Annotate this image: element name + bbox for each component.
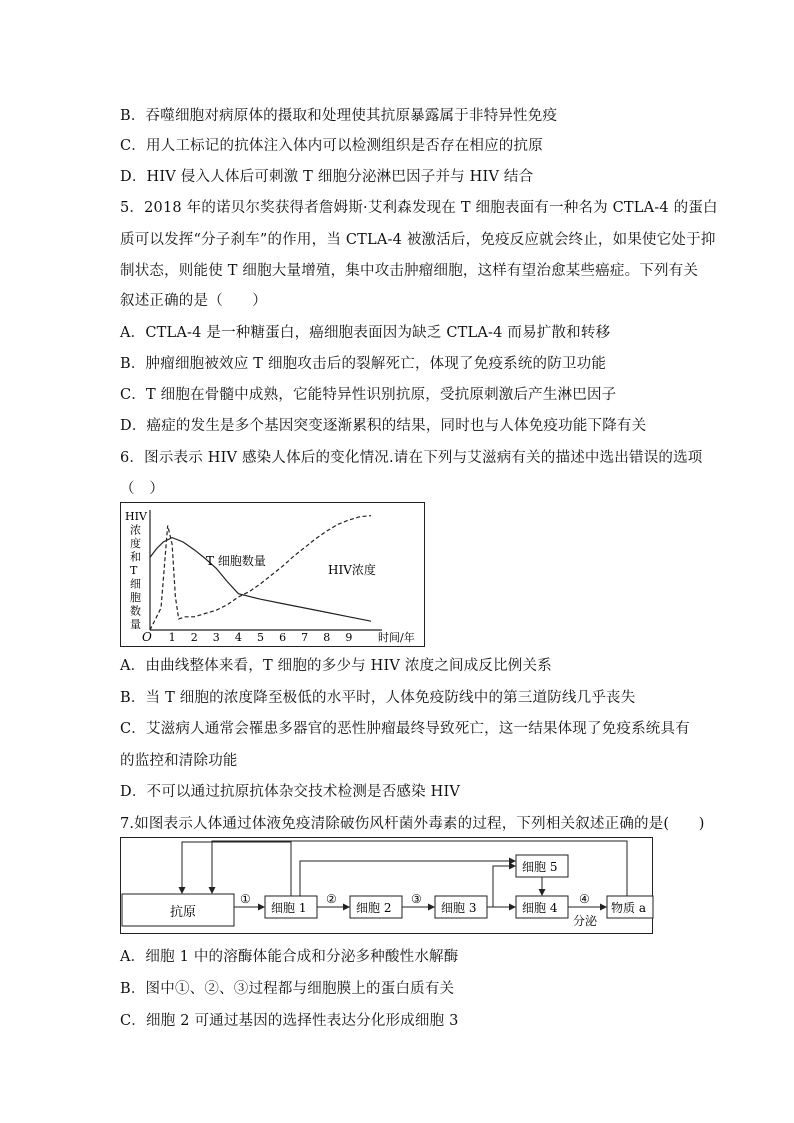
- cell-3-label: 细胞 3: [441, 901, 477, 915]
- q6-option-a: A．由曲线整体来看，T 细胞的多少与 HIV 浓度之间成反比例关系: [120, 658, 552, 674]
- x-tick-label: 1: [168, 631, 176, 644]
- step-2-label: ②: [326, 892, 337, 906]
- cell-4-label: 细胞 4: [522, 901, 558, 915]
- y-label-char: 度: [130, 537, 141, 550]
- step-1-label: ①: [240, 892, 251, 906]
- x-tick-label: 2: [190, 631, 198, 644]
- q4-option-b: B．吞噬细胞对病原体的摄取和处理使其抗原暴露属于非特异性免疫: [120, 108, 558, 124]
- substance-a-label: 物质 a: [611, 901, 646, 915]
- q4-option-c: C．用人工标记的抗体注入体内可以检测组织是否存在相应的抗原: [120, 138, 543, 154]
- q6-option-c-line-1: C．艾滋病人通常会罹患多器官的恶性肿瘤最终导致死亡，这一结果体现了免疫系统具有: [120, 721, 690, 737]
- y-label-char: 浓: [130, 523, 141, 537]
- cell-2-label: 细胞 2: [356, 901, 392, 915]
- q6-stem-line-2: （ ）: [120, 481, 165, 497]
- step-3-label: ③: [411, 892, 422, 906]
- q5-stem-line-2: 质可以发挥“分子刹车”的作用，当 CTLA-4 被激活后，免疫反应就会终止，如果使它处于抑: [120, 232, 716, 248]
- x-tick-label: 7: [301, 631, 309, 644]
- q5-stem-line-1: 5．2018 年的诺贝尔奖获得者詹姆斯·艾利森发现在 T 细胞表面有一种名为 CTLA-4 的蛋白: [120, 200, 718, 216]
- q5-option-b: B．肿瘤细胞被效应 T 细胞攻击后的裂解死亡，体现了免疫系统的防卫功能: [120, 356, 607, 372]
- q5-option-a: A．CTLA-4 是一种糖蛋白，癌细胞表面因为缺乏 CTLA-4 而易扩散和转移: [120, 325, 611, 341]
- y-label-char: 和: [130, 550, 141, 564]
- y-label-char: T: [130, 564, 138, 577]
- q6-stem-line-1: 6．图示表示 HIV 感染人体后的变化情况.请在下列与艾滋病有关的描述中选出错误的选项: [120, 450, 703, 466]
- x-tick-label: 9: [345, 631, 353, 644]
- x-tick-label: 5: [256, 631, 264, 644]
- t-cell-series-label: T 细胞数量: [206, 554, 266, 568]
- x-tick-label: 6: [279, 631, 287, 644]
- x-tick-label: 8: [323, 631, 331, 644]
- y-label-char: 数: [130, 604, 141, 618]
- cell-5-label: 细胞 5: [522, 860, 558, 874]
- q7-stem: 7.如图表示人体通过体液免疫清除破伤风杆菌外毒素的过程，下列相关叙述正确的是( ): [120, 816, 705, 832]
- chart-origin-label: O: [142, 630, 152, 644]
- y-label-char: 量: [130, 618, 141, 631]
- q5-option-c: C．T 细胞在骨髓中成熟，它能特异性识别抗原，受抗原刺激后产生淋巴因子: [120, 387, 617, 403]
- hiv-chart: [120, 502, 426, 648]
- q7-option-c: C．细胞 2 可通过基因的选择性表达分化形成细胞 3: [120, 1013, 459, 1029]
- cell-1-label: 细胞 1: [271, 901, 307, 915]
- q5-stem-line-4: 叙述正确的是（ ）: [120, 293, 267, 309]
- q7-option-a: A．细胞 1 中的溶酶体能合成和分泌多种酸性水解酶: [120, 949, 459, 965]
- q6-option-c-line-2: 的监控和清除功能: [120, 753, 238, 769]
- x-tick-label: 4: [234, 631, 242, 644]
- q7-option-b: B．图中①、②、③过程都与细胞膜上的蛋白质有关: [120, 981, 455, 997]
- q4-option-d: D．HIV 侵入人体后可刺激 T 细胞分泌淋巴因子并与 HIV 结合: [120, 169, 534, 185]
- antigen-label: 抗原: [170, 905, 197, 920]
- q5-stem-line-3: 制状态，则能使 T 细胞大量增殖，集中攻击肿瘤细胞，这样有望治愈某些癌症。下列有关: [120, 263, 699, 279]
- q5-option-d: D．癌症的发生是多个基因突变逐渐累积的结果，同时也与人体免疫功能下降有关: [120, 418, 647, 434]
- x-tick-label: 3: [212, 631, 220, 644]
- y-label-char: HIV: [125, 510, 147, 523]
- q6-option-b: B．当 T 细胞的浓度降至极低的水平时，人体免疫防线中的第三道防线几乎丧失: [120, 690, 636, 706]
- hiv-series-label: HIV浓度: [328, 563, 376, 577]
- y-label-char: 胞: [130, 591, 141, 604]
- secrete-label: 分泌: [573, 914, 598, 928]
- step-4-label: ④: [579, 892, 590, 906]
- chart-x-ticks: [169, 631, 353, 644]
- chart-x-label: 时间/年: [378, 631, 415, 644]
- y-label-char: 细: [130, 577, 141, 591]
- immune-process-diagram: [120, 837, 654, 935]
- q6-option-d: D．不可以通过抗原抗体杂交技术检测是否感染 HIV: [120, 784, 461, 800]
